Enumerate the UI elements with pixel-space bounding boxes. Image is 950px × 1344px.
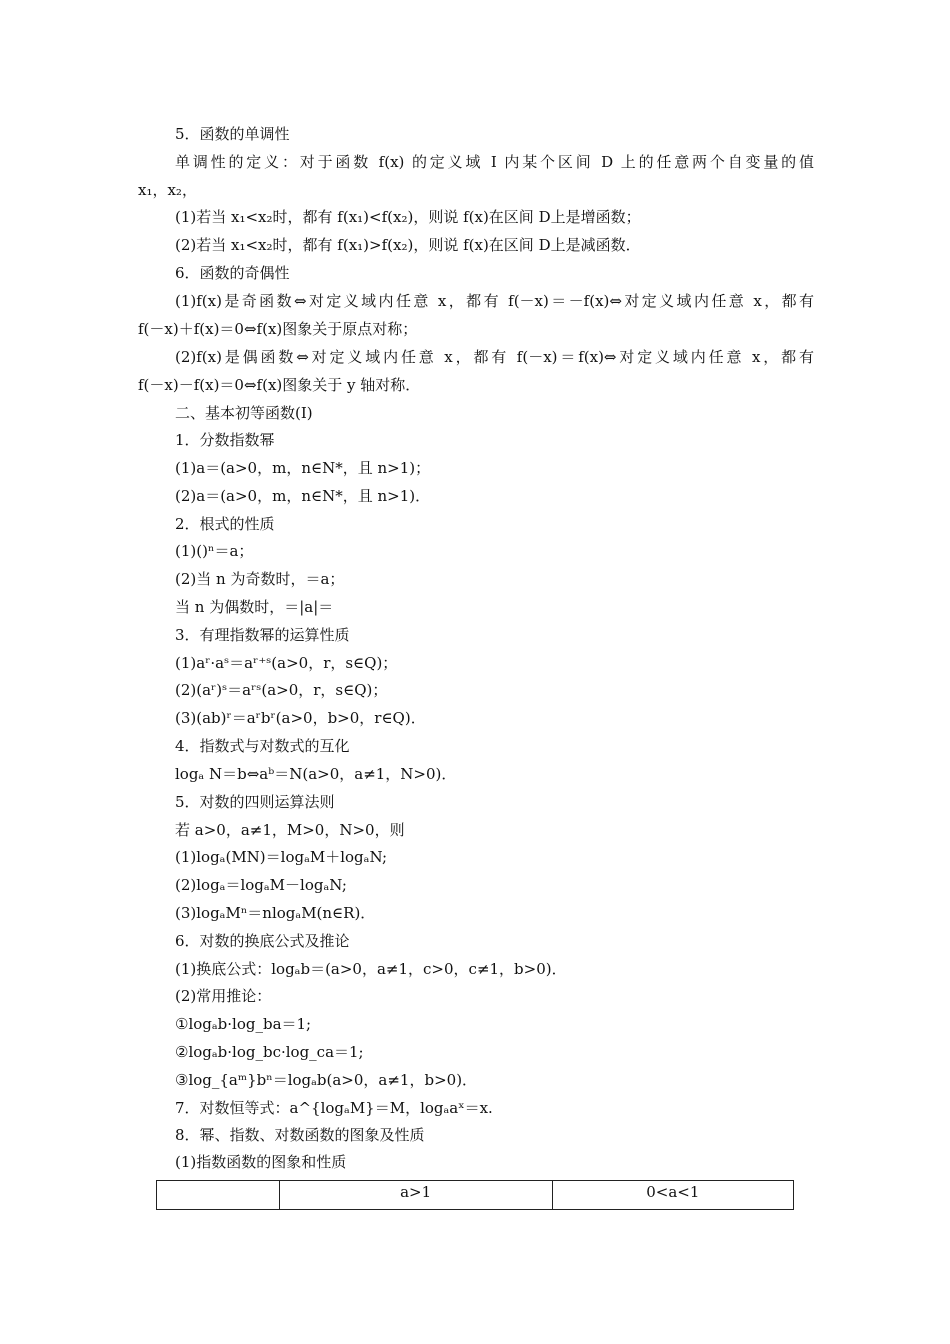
- heading-fractional-exponent: 1．分数指数幂: [175, 431, 275, 449]
- formula-line: (1)a＝(a>0，m，n∈N*，且 n>1)；: [175, 459, 431, 477]
- formula-line: logₐ N＝b⇔aᵇ＝N(a>0，a≠1，N>0)．: [175, 765, 457, 783]
- formula-line: (2)当 n 为奇数时，＝a；: [175, 570, 345, 588]
- heading-monotonicity: 5．函数的单调性: [175, 125, 290, 143]
- heading-graphs: 8．幂、指数、对数函数的图象及性质: [175, 1126, 425, 1144]
- formula-line: (1)logₐ(MN)＝logₐM＋logₐN;: [175, 848, 388, 866]
- table-header-row: [157, 1181, 794, 1210]
- formula-line: (3)(ab)ʳ＝aʳbʳ(a>0，b>0，r∈Q)．: [175, 709, 426, 727]
- table-header-cell: [157, 1181, 280, 1210]
- text-line: (2)常用推论：: [175, 987, 272, 1005]
- heading-exp-log-conversion: 4．指数式与对数式的互化: [175, 737, 350, 755]
- heading-log-rules: 5．对数的四则运算法则: [175, 793, 335, 811]
- heading-exponential-function: (1)指数函数的图象和性质: [175, 1153, 347, 1171]
- heading-parity: 6．函数的奇偶性: [175, 264, 290, 282]
- text-line: (1)f(x)是奇函数⇔对定义域内任意 x，都有 f(－x)＝－f(x)⇔对定义域内任意 x，都有: [175, 292, 814, 310]
- formula-line: (2)(aʳ)ˢ＝aʳˢ(a>0，r，s∈Q)；: [175, 681, 388, 699]
- text-line: 若 a>0，a≠1，M>0，N>0，则: [175, 821, 405, 839]
- text-line: f(－x)＋f(x)＝0⇔f(x)图象关于原点对称；: [138, 320, 418, 338]
- formula-line: (2)logₐ＝logₐM－logₐN;: [175, 876, 347, 894]
- table-header-cell: 0<a<1: [552, 1181, 793, 1210]
- formula-line: ①logₐb·log_ba＝1;: [175, 1015, 312, 1033]
- heading-radical: 2．根式的性质: [175, 515, 275, 533]
- formula-line: (3)logₐMⁿ＝nlogₐM(n∈R)．: [175, 904, 376, 922]
- text-line: (2)f(x)是偶函数⇔对定义域内任意 x，都有 f(－x)＝f(x)⇔对定义域内任意 x，都有: [175, 348, 814, 366]
- section-heading: 二、基本初等函数(Ⅰ): [175, 404, 313, 422]
- heading-change-of-base: 6．对数的换底公式及推论: [175, 932, 350, 950]
- formula-line: (1)()ⁿ＝a；: [175, 542, 254, 560]
- heading-exponent-rules: 3．有理指数幂的运算性质: [175, 626, 350, 644]
- text-line: x₁，x₂，: [138, 181, 197, 199]
- formula-line: 7．对数恒等式：a^{logₐM}＝M，logₐaˣ＝x.: [175, 1099, 493, 1117]
- formula-line: (2)a＝(a>0，m，n∈N*，且 n>1)．: [175, 487, 431, 505]
- table-header-cell: a>1: [279, 1181, 552, 1210]
- formula-line: ③log_{aᵐ}bⁿ＝logₐb(a>0，a≠1，b>0)．: [175, 1071, 478, 1089]
- formula-line: 当 n 为偶数时，＝|a|＝: [175, 598, 334, 616]
- formula-line: (1)换底公式：logₐb＝(a>0，a≠1，c>0，c≠1，b>0)．: [175, 960, 567, 978]
- text-line: f(－x)－f(x)＝0⇔f(x)图象关于 y 轴对称．: [138, 376, 421, 394]
- formula-line: (1)aʳ·aˢ＝aʳ⁺ˢ(a>0，r，s∈Q)；: [175, 654, 398, 672]
- text-line: 单调性的定义：对于函数 f(x) 的定义域 I 内某个区间 D 上的任意两个自变量的值: [175, 153, 814, 171]
- exponential-function-table: [156, 1180, 794, 1210]
- text-line: (1)若当 x₁<x₂时，都有 f(x₁)<f(x₂)，则说 f(x)在区间 D上是增函数；: [175, 208, 641, 226]
- text-line: (2)若当 x₁<x₂时，都有 f(x₁)>f(x₂)，则说 f(x)在区间 D上是减函数．: [175, 236, 641, 254]
- formula-line: ②logₐb·log_bc·log_ca＝1;: [175, 1043, 364, 1061]
